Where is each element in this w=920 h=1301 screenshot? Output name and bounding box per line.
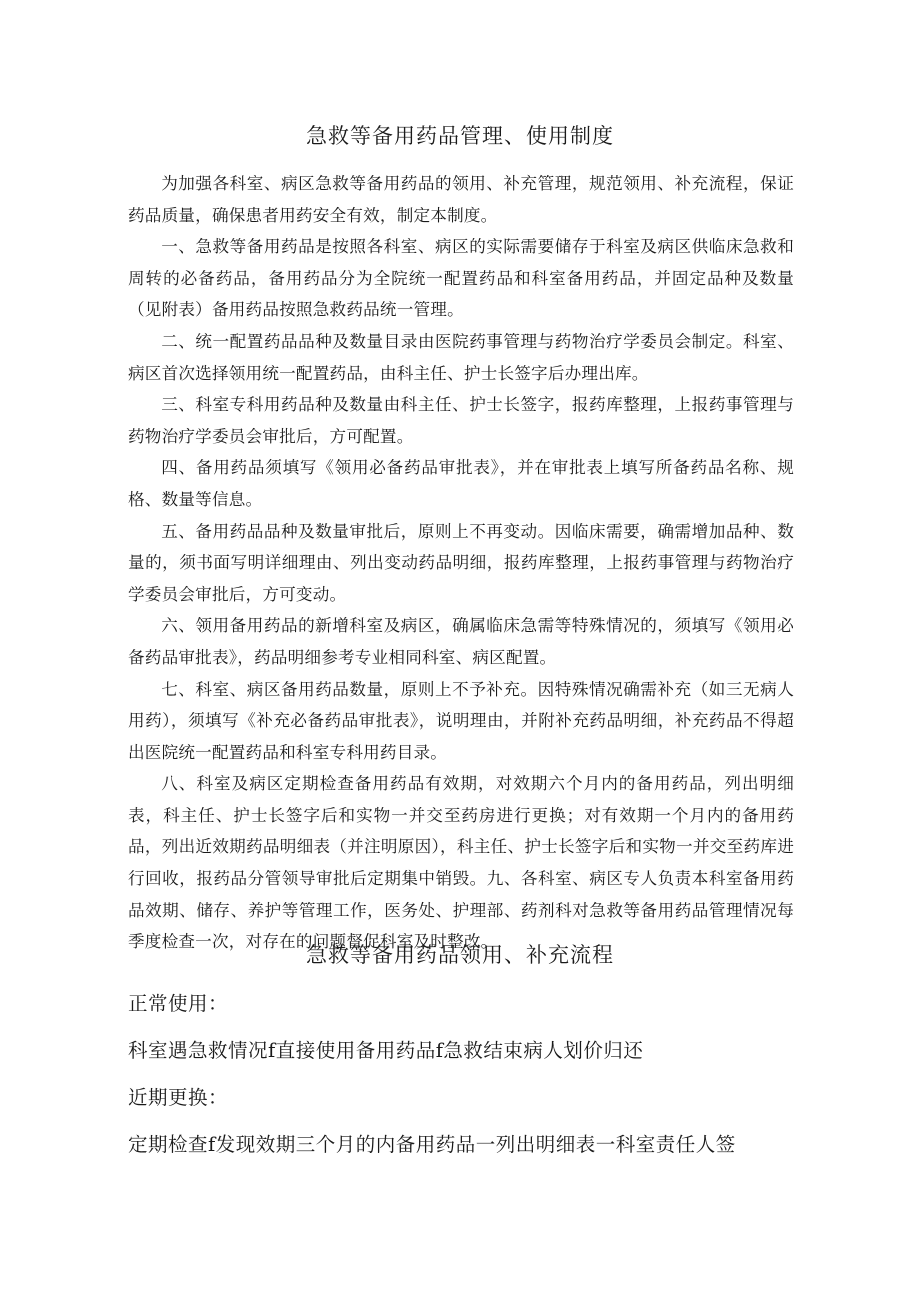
clause-4: 四、备用药品须填写《领用必备药品审批表》，并在审批表上填写所备药品名称、规格、数量等信息。	[128, 458, 794, 509]
normal-use-label: 正常使用：	[128, 992, 229, 1015]
clause-5: 五、备用药品品种及数量审批后，原则上不再变动。因临床需要，确需增加品种、数量的，须书面写明详细理由、列出变动药品明细，报药库整理，上报药事管理与药物治疗学委员会审批后，方可变动。	[128, 521, 794, 604]
replacement-steps: 定期检查f发现效期三个月的内备用药品一列出明细表一科室责任人签	[128, 1133, 736, 1156]
document-title: 急救等备用药品管理、使用制度	[306, 124, 614, 148]
flow-title: 急救等备用药品领用、补充流程	[306, 943, 614, 967]
clause-7: 七、科室、病区备用药品数量，原则上不予补充。因特殊情况确需补充（如三无病人用药），须填写《补充必备药品审批表》，说明理由，并附补充药品明细，补充药品不得超出医院统一配置药品和科室专科用药目录。	[128, 679, 794, 762]
clause-2: 二、统一配置药品品种及数量目录由医院药事管理与药物治疗学委员会制定。科室、病区首次选择领用统一配置药品，由科主任、护士长签字后办理出库。	[128, 331, 794, 383]
replacement-label: 近期更换：	[128, 1086, 229, 1109]
clause-6: 六、领用备用药品的新增科室及病区，确属临床急需等特殊情况的，须填写《领用必备药品审批表》，药品明细参考专业相同科室、病区配置。	[128, 616, 794, 667]
regulation-body	[128, 168, 794, 958]
clause-1: 一、急救等备用药品是按照各科室、病区的实际需要储存于科室及病区供临床急救和周转的必备药品，备用药品分为全院统一配置药品和科室备用药品，并固定品种及数量（见附表）备用药品按照急救药品统一管理。	[128, 237, 794, 320]
normal-use-steps: 科室遇急救情况f直接使用备用药品f急救结束病人划价归还	[128, 1039, 644, 1062]
clause-3: 三、科室专科用药品种及数量由科主任、护士长签字，报药库整理，上报药事管理与药物治疗学委员会审批后，方可配置。	[128, 395, 794, 446]
clause-8-9: 八、科室及病区定期检查备用药品有效期，对效期六个月内的备用药品，列出明细表，科主任、护士长签字后和实物一并交至药房进行更换；对有效期一个月内的备用药品，列出近效期药品明细表（并注明原因），科主任、护士长签字后和实物一并交至药库进行回收，报药品分管领导审批后定期集中销毁。九、各科室、病区专人负责本科室备用药品效期、储存、养护等管理工作，医务处、护理部、药剂科对急救等备用药品管理情况每季度检查一次，对存在的问题督促科室及时整改。	[128, 774, 794, 952]
intro-paragraph: 为加强各科室、病区急救等备用药品的领用、补充管理，规范领用、补充流程，保证药品质量，确保患者用药安全有效，制定本制度。	[128, 174, 794, 225]
